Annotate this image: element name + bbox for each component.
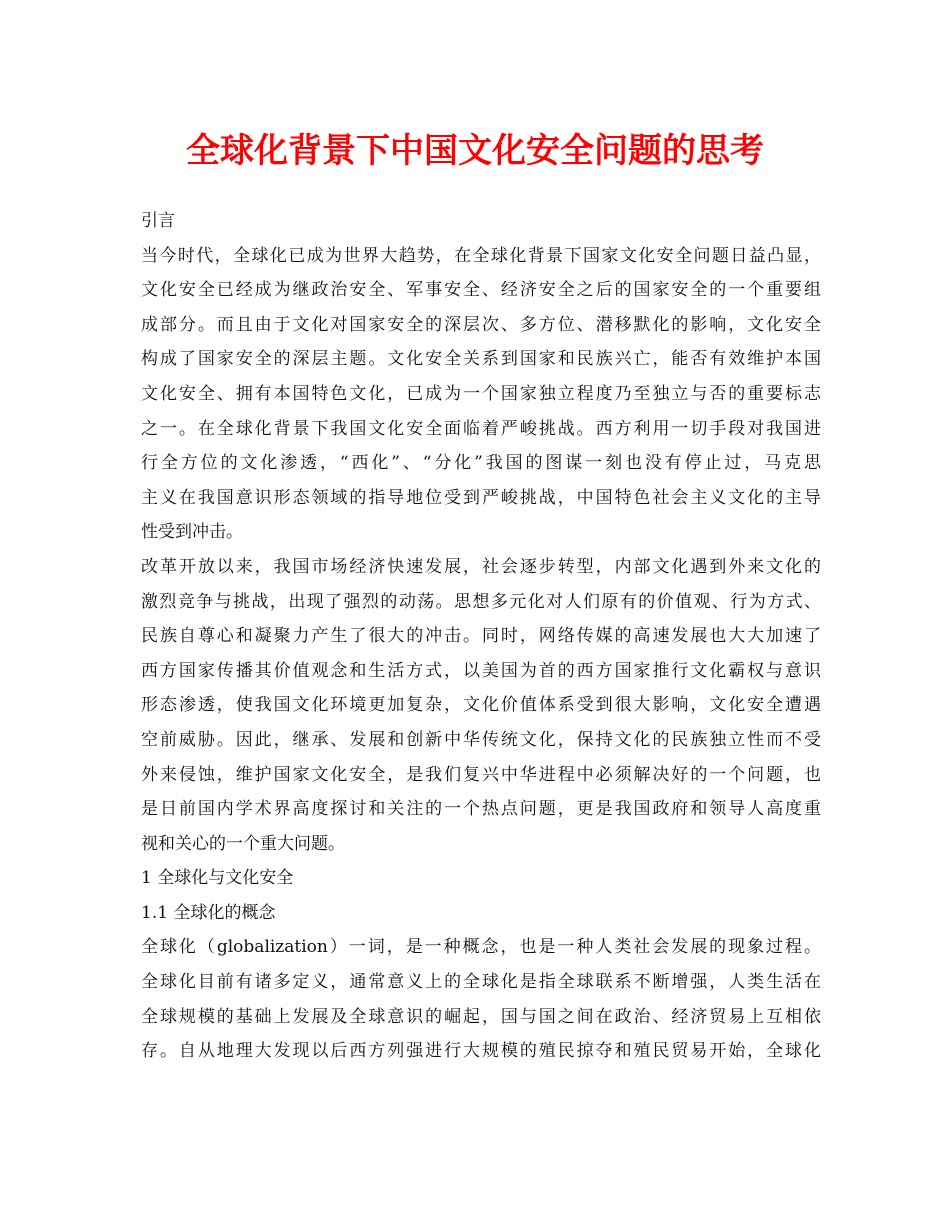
body-line: 空前威胁。因此，继承、发展和创新中华传统文化，保持文化的民族独立性而不受 [141,729,821,750]
body-line: 激烈竞争与挑战，出现了强烈的动荡。思想多元化对人们原有的价值观、行为方式、 [141,591,821,612]
body-line: 存。自从地理大发现以后西方列强进行大规模的殖民掠夺和殖民贸易开始，全球化 [141,1041,821,1062]
body-line: 西方国家传播其价值观念和生活方式，以美国为首的西方国家推行文化霸权与意识 [141,660,821,681]
body-line: 之一。在全球化背景下我国文化安全面临着严峻挑战。西方利用一切手段对我国进 [141,418,821,439]
body-line: 全球规模的基础上发展及全球意识的崛起，国与国之间在政治、经济贸易上互相依 [141,1006,821,1027]
body-line: 全球化目前有诸多定义，通常意义上的全球化是指全球联系不断增强，人类生活在 [141,972,821,993]
body-line: 形态渗透，使我国文化环境更加复杂，文化价值体系受到很大影响，文化安全遭遇 [141,695,821,716]
body-line: 文化安全、拥有本国特色文化，已成为一个国家独立程度乃至独立与否的重要标志 [141,383,821,404]
body-line: 主义在我国意识形态领域的指导地位受到严峻挑战，中国特色社会主义文化的主导 [141,487,821,508]
body-line: 视和关心的一个重大问题。 [141,833,345,854]
body-line: 构成了国家安全的深层主题。文化安全关系到国家和民族兴亡，能否有效维护本国 [141,349,821,370]
body-line: 性受到冲击。 [141,522,243,543]
document-body [141,204,821,1069]
body-line: 是日前国内学术界高度探讨和关注的一个热点问题，更是我国政府和领导人高度重 [141,799,821,820]
body-line: 文化安全已经成为继政治安全、军事安全、经济安全之后的国家安全的一个重要组 [141,280,821,301]
body-line: 改革开放以来，我国市场经济快速发展，社会逐步转型，内部文化遇到外来文化的 [141,556,821,577]
document-title: 全球化背景下中国文化安全问题的思考 [186,131,764,171]
body-line: 外来侵蚀，维护国家文化安全，是我们复兴中华进程中必须解决好的一个问题，也 [141,764,821,785]
body-line: 民族自尊心和凝聚力产生了很大的冲击。同时，网络传媒的高速发展也大大加速了 [141,626,821,647]
body-line: 行全方位的文化渗透，“西化”、“分化”我国的图谋一刻也没有停止过，马克思 [141,453,821,474]
body-line: 成部分。而且由于文化对国家安全的深层次、多方位、潜移默化的影响，文化安全 [141,314,821,335]
body-line: 引言 [141,211,175,231]
body-line: 1.1 全球化的概念 [141,902,276,923]
body-line: 1 全球化与文化安全 [141,868,294,889]
body-line: 当今时代，全球化已成为世界大趋势，在全球化背景下国家文化安全问题日益凸显， [141,245,821,266]
body-line: 全球化（globalization）一词，是一种概念，也是一种人类社会发展的现象过程。 [141,937,821,958]
